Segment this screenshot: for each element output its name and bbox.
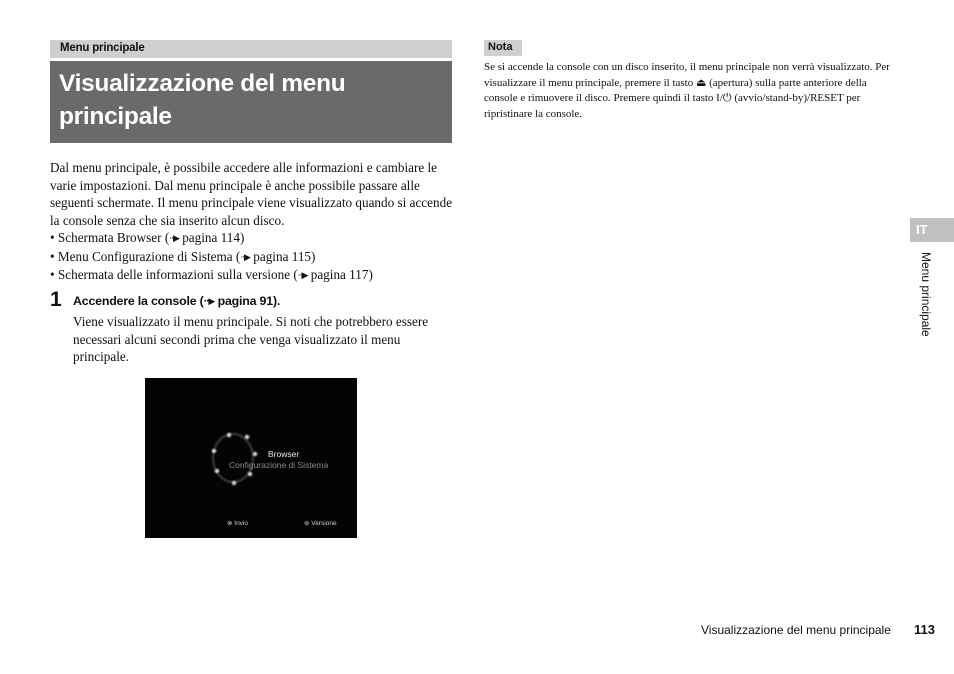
list-item: • Schermata Browser (··▶ pagina 114) [50,229,454,248]
language-tab [910,218,954,242]
note-text: Se si accende la console con un disco inserito, il menu principale non verrà visualizzato. Per visualizzare il menu principale, premere il tasto ⏏ (apertura) sulla parte anteriore della console e rimuovere il disco. Premere quindi il tasto I/⏻ (avvio/stand-by)/RESET per ripristinare la console. [484,61,890,120]
list-item: • Menu Configurazione di Sistema (··▶ pagina 115) [50,248,454,267]
footer-title: Visualizzazione del menu principale [701,623,891,637]
intro-paragraph: Dal menu principale, è possibile accedere alle informazioni e cambiare le varie impostazioni. Dal menu principale è anche possibile passare alle seguenti schermate. Il menu principale viene visualizzato quando si accende la console senza che sia inserito alcun disco. [50,160,453,228]
menu-item-browser: Browser [268,449,300,459]
language-tab-label: IT [916,222,928,237]
title-box [50,61,452,143]
cross-button-icon: ⊗ [227,520,233,527]
page-number: 113 [914,622,935,637]
menu-item-system-config: Configurazione di Sistema [229,460,329,470]
page-reference-arrow-icon: ··▶ [169,234,179,244]
main-menu-screenshot [145,378,357,538]
screen-list [50,229,454,285]
page-reference-arrow-icon: ··▶ [240,252,250,263]
intro-section [50,159,454,285]
orb-ring-graphic [145,378,357,538]
triangle-button-icon: ⊚ [304,520,310,527]
page-reference-arrow-icon: ··▶ [297,271,308,281]
hint-enter: ⊗ Invio [227,520,248,527]
page-reference-arrow-icon: ··▶ [203,297,215,307]
list-item: • Schermata delle informazioni sulla versione (··▶ pagina 117) [50,266,454,285]
section-label: Menu principale [60,42,145,54]
hint-version: ⊚ Versione [304,520,337,527]
page-title: Visualizzazione del menu principale [59,70,346,130]
step-description: Viene visualizzato il menu principale. Si noti che potrebbero essere necessari alcuni secondi prima che venga visualizzato il menu principale. [73,314,429,364]
step-number: 1 [50,288,62,311]
side-section-label: Menu principale [919,252,933,337]
step-heading: Accendere la console (··▶ pagina 91). [73,294,281,308]
section-header-bar [50,40,452,58]
note-label: Nota [488,41,513,53]
note-label-tag [484,40,522,56]
